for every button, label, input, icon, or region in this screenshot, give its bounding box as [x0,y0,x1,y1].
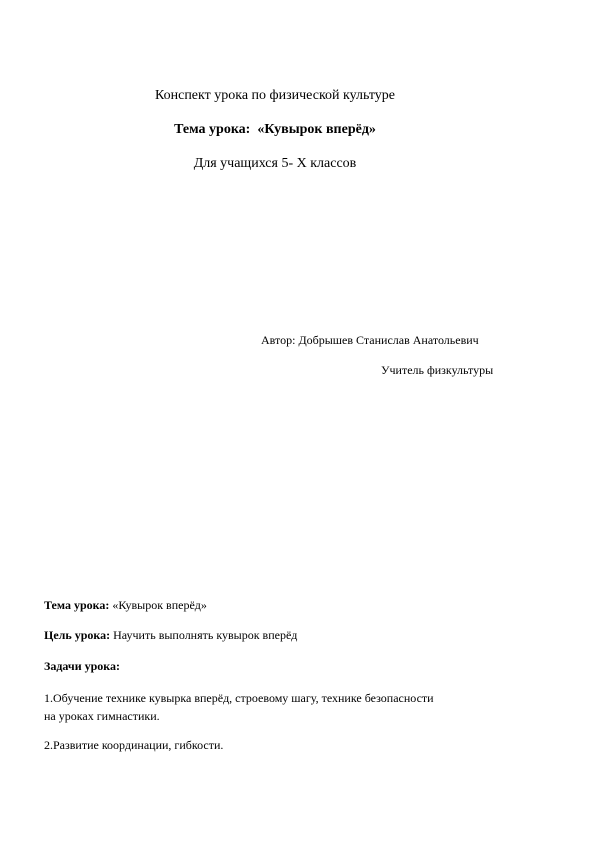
document-title [0,88,550,104]
document-title-text: Конспект урока по физической культуре [154,88,396,103]
lesson-goal-label: Цель урока: [44,628,111,642]
author-role-text: Учитель физкультуры [381,363,494,377]
task-1-text-1: 1.Обучение технике кувырка вперёд, строевому шагу, технике безопасности [44,691,434,705]
author-line [261,333,479,348]
lesson-topic-value: «Кувырок вперёд» [257,122,376,137]
body-topic-label: Тема урока: [44,598,110,612]
audience-text: Для учащихся 5- Х классов [193,156,357,171]
audience-line [0,156,550,172]
lesson-tasks-label: Задачи урока: [44,659,121,673]
task-1-line-1 [44,691,434,706]
task-2-text: 2.Развитие координации, гибкости. [44,738,224,752]
author-text: Автор: Добрышев Станислав Анатольевич [261,333,479,347]
body-topic-line [44,598,207,613]
body-topic-value: «Кувырок вперёд» [112,598,207,612]
lesson-goal-value: Научить выполнять кувырок вперёд [113,628,298,642]
lesson-tasks-heading [44,659,120,674]
task-2-line [44,738,223,753]
lesson-topic-heading [0,122,550,138]
task-1-text-2: на уроках гимнастики. [44,709,160,723]
task-1-line-2 [44,709,160,724]
lesson-topic-label: Тема урока: [174,122,251,137]
lesson-goal-line [44,628,297,643]
author-role [381,363,493,378]
